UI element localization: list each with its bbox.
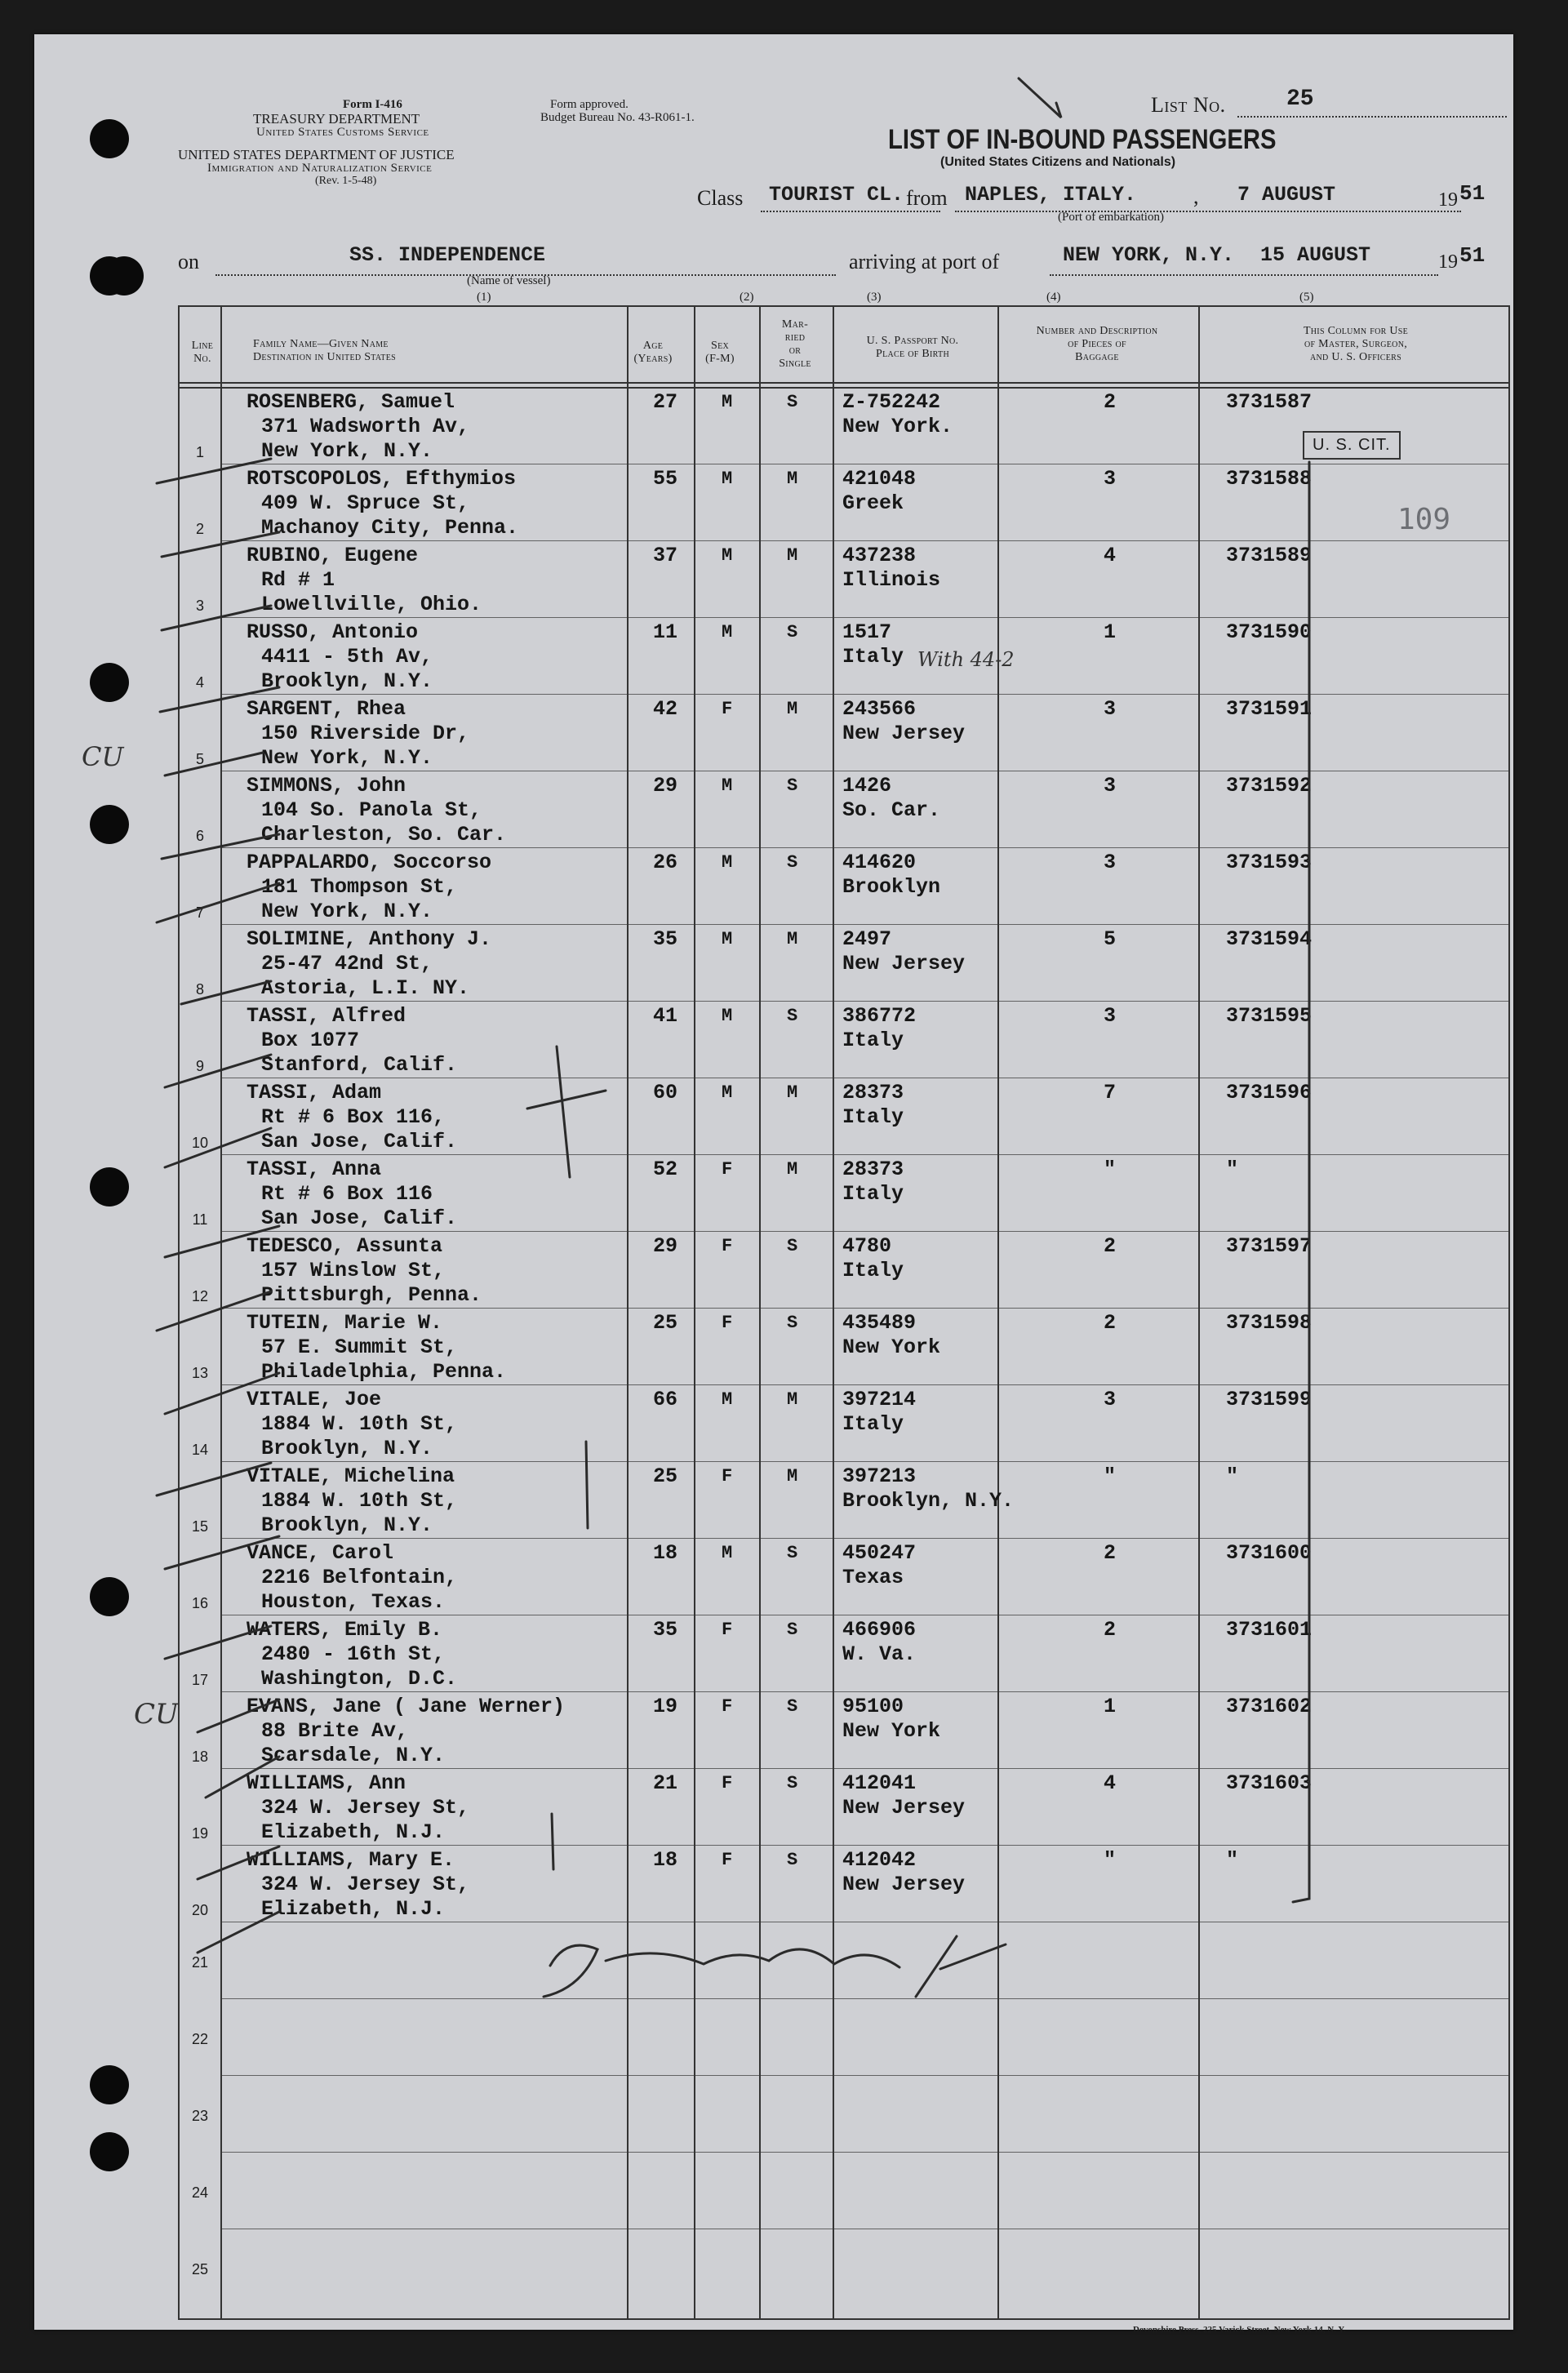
officer-number: 3731594 — [1226, 927, 1313, 951]
address-line-1: 150 Riverside Dr, — [261, 722, 470, 745]
justice-dept: UNITED STATES DEPARTMENT OF JUSTICE — [178, 147, 455, 162]
address-line-2: New York, N.Y. — [261, 439, 433, 463]
line-number: 24 — [191, 2184, 209, 2201]
class-value: TOURIST CL. — [769, 183, 904, 207]
age: 66 — [653, 1388, 678, 1411]
class-label: Class — [697, 186, 744, 210]
punch-hole — [104, 256, 144, 296]
passenger-table — [178, 305, 1510, 2320]
place-of-birth: New Jersey — [842, 1796, 966, 1820]
address-line-1: 324 W. Jersey St, — [261, 1796, 470, 1820]
baggage-count: 7 — [1104, 1081, 1117, 1104]
passport-number: 450247 — [842, 1541, 917, 1565]
col-num-2: (2) — [740, 291, 754, 304]
address-line-1: 88 Brite Av, — [261, 1719, 409, 1743]
sex: M — [722, 1082, 733, 1103]
marital-status: S — [787, 1543, 798, 1563]
passenger-name: TUTEIN, Marie W. — [247, 1311, 443, 1335]
baggage-count: 1 — [1104, 620, 1117, 644]
place-of-birth: Italy — [842, 1259, 904, 1282]
officer-number: 3731599 — [1226, 1388, 1313, 1411]
passport-number: 397214 — [842, 1388, 917, 1411]
sex: M — [722, 1389, 733, 1410]
line-number: 2 — [195, 521, 204, 537]
sex: F — [722, 1313, 733, 1333]
punch-hole — [90, 2065, 129, 2104]
passenger-name: RUSSO, Antonio — [247, 620, 419, 644]
officer-number: 3731601 — [1226, 1618, 1313, 1642]
marital-status: S — [787, 1620, 798, 1640]
page-title: LIST OF IN-BOUND PASSENGERS — [888, 124, 1277, 155]
officer-number: " — [1226, 1158, 1239, 1181]
place-of-birth: W. Va. — [842, 1642, 917, 1666]
passport-number: 437238 — [842, 544, 917, 567]
address-line-1: 25-47 42nd St, — [261, 952, 433, 975]
sex: F — [722, 1773, 733, 1793]
place-of-birth: Italy — [842, 1412, 904, 1436]
address-line-2: Lowellville, Ohio. — [261, 593, 482, 616]
col-header-age: Age (Years) — [633, 340, 673, 365]
marital-status: M — [787, 1389, 798, 1410]
address-line-2: Charleston, So. Car. — [261, 823, 507, 847]
col-header-sex: Sex (F-M) — [705, 340, 735, 365]
age: 25 — [653, 1464, 678, 1488]
line-number: 15 — [191, 1518, 209, 1535]
officer-number: 3731597 — [1226, 1234, 1313, 1258]
col-header-name: Family Name—Given Name Destination in United States — [253, 338, 396, 363]
comma: , — [1193, 184, 1199, 208]
place-of-birth: Brooklyn, N.Y. — [842, 1489, 1015, 1513]
passport-number: 397213 — [842, 1464, 917, 1488]
baggage-count: 2 — [1104, 1541, 1117, 1565]
port-embark-caption: (Port of embarkation) — [1058, 211, 1164, 224]
address-line-1: 157 Winslow St, — [261, 1259, 446, 1282]
officer-number: 3731598 — [1226, 1311, 1313, 1335]
punch-hole — [90, 1577, 129, 1616]
marital-status: S — [787, 852, 798, 873]
passport-number: 412042 — [842, 1848, 917, 1872]
sex: M — [722, 929, 733, 949]
sex: F — [722, 1620, 733, 1640]
sex: F — [722, 1696, 733, 1717]
marital-status: M — [787, 1466, 798, 1486]
address-line-1: Rt # 6 Box 116 — [261, 1182, 433, 1206]
officer-number: 3731595 — [1226, 1004, 1313, 1028]
punch-hole — [90, 1167, 129, 1206]
passenger-name: TASSI, Alfred — [247, 1004, 406, 1028]
arrival-year-prefix: 19 — [1438, 251, 1458, 273]
embark-date: 7 AUGUST — [1237, 183, 1336, 207]
address-line-1: 409 W. Spruce St, — [261, 491, 470, 515]
age: 29 — [653, 774, 678, 798]
officer-number: " — [1226, 1848, 1239, 1872]
passenger-name: RUBINO, Eugene — [247, 544, 419, 567]
baggage-count: 4 — [1104, 1771, 1117, 1795]
place-of-birth: So. Car. — [842, 798, 941, 822]
age: 35 — [653, 1618, 678, 1642]
passenger-name: SARGENT, Rhea — [247, 697, 406, 721]
col-header-officers: This Column for Use of Master, Surgeon, and U. S. Officers — [1303, 325, 1409, 363]
col-num-3: (3) — [867, 291, 882, 304]
passenger-name: WILLIAMS, Ann — [247, 1771, 406, 1795]
baggage-count: 3 — [1104, 1004, 1117, 1028]
sex: M — [722, 775, 733, 796]
vessel-caption: (Name of vessel) — [467, 274, 551, 287]
passenger-name: WATERS, Emily B. — [247, 1618, 443, 1642]
us-citizen-stamp: U. S. CIT. — [1303, 431, 1401, 460]
marital-status: M — [787, 469, 798, 489]
age: 60 — [653, 1081, 678, 1104]
officer-number: 3731602 — [1226, 1695, 1313, 1718]
marital-status: S — [787, 1850, 798, 1870]
address-line-2: Astoria, L.I. NY. — [261, 976, 470, 1000]
place-of-birth: New Jersey — [842, 722, 966, 745]
address-line-2: Elizabeth, N.J. — [261, 1820, 446, 1844]
col-num-1: (1) — [477, 291, 491, 304]
line-number: 25 — [191, 2261, 209, 2277]
passport-number: 2497 — [842, 927, 892, 951]
punch-hole — [90, 119, 129, 158]
officer-number: 3731603 — [1226, 1771, 1313, 1795]
punch-hole — [90, 805, 129, 844]
line-number: 16 — [191, 1595, 209, 1611]
passport-number: 243566 — [842, 697, 917, 721]
table-row — [180, 2152, 1508, 2229]
baggage-count: 3 — [1104, 774, 1117, 798]
passenger-name: VITALE, Joe — [247, 1388, 382, 1411]
baggage-count: 3 — [1104, 467, 1117, 491]
baggage-count: 1 — [1104, 1695, 1117, 1718]
table-row — [180, 2075, 1508, 2152]
passenger-name: VANCE, Carol — [247, 1541, 394, 1565]
passport-number: Z-752242 — [842, 390, 941, 414]
baggage-count: 4 — [1104, 544, 1117, 567]
sex: F — [722, 699, 733, 719]
place-of-birth: New Jersey — [842, 1873, 966, 1896]
sex: F — [722, 1159, 733, 1180]
line-number: 3 — [195, 598, 204, 614]
officer-number: 3731588 — [1226, 467, 1313, 491]
line-number: 20 — [191, 1902, 209, 1918]
age: 26 — [653, 851, 678, 874]
passport-number: 421048 — [842, 467, 917, 491]
address-line-2: New York, N.Y. — [261, 746, 433, 770]
marital-status: S — [787, 1313, 798, 1333]
line-number: 8 — [195, 981, 204, 998]
punch-hole — [90, 2132, 129, 2171]
col-header-line-no: Line No. — [191, 340, 214, 365]
officer-number: 3731593 — [1226, 851, 1313, 874]
marital-status: M — [787, 1082, 798, 1103]
address-line-1: 2480 - 16th St, — [261, 1642, 446, 1666]
port-of-embarkation: NAPLES, ITALY. — [965, 183, 1137, 207]
passport-number: 95100 — [842, 1695, 904, 1718]
place-of-birth: Greek — [842, 491, 904, 515]
place-of-birth: New York. — [842, 415, 953, 438]
baggage-count: " — [1104, 1464, 1117, 1488]
passenger-name: TASSI, Anna — [247, 1158, 382, 1181]
line-number: 23 — [191, 2108, 209, 2124]
line-number: 1 — [195, 444, 204, 460]
address-line-1: 4411 - 5th Av, — [261, 645, 433, 669]
page-number-stamp: 109 — [1397, 503, 1451, 536]
passenger-name: ROSENBERG, Samuel — [247, 390, 455, 414]
address-line-1: Rt # 6 Box 116, — [261, 1105, 446, 1129]
age: 52 — [653, 1158, 678, 1181]
page-subtitle: (United States Citizens and Nationals) — [940, 155, 1176, 169]
address-line-2: Scarsdale, N.Y. — [261, 1744, 446, 1767]
officer-number: 3731596 — [1226, 1081, 1313, 1104]
age: 21 — [653, 1771, 678, 1795]
place-of-birth: Texas — [842, 1566, 904, 1589]
officer-number: 3731587 — [1226, 390, 1313, 414]
passport-number: 4780 — [842, 1234, 892, 1258]
baggage-count: " — [1104, 1158, 1117, 1181]
age: 11 — [653, 620, 678, 644]
address-line-2: Elizabeth, N.J. — [261, 1897, 446, 1921]
passport-number: 435489 — [842, 1311, 917, 1335]
line-number: 5 — [195, 751, 204, 767]
marital-status: M — [787, 1159, 798, 1180]
line-number: 9 — [195, 1058, 204, 1074]
baggage-count: 3 — [1104, 1388, 1117, 1411]
customs-service: United States Customs Service — [256, 126, 429, 139]
line-number: 21 — [191, 1954, 209, 1971]
age: 35 — [653, 927, 678, 951]
address-line-1: 1884 W. 10th St, — [261, 1412, 458, 1436]
address-line-1: 324 W. Jersey St, — [261, 1873, 470, 1896]
passenger-name: PAPPALARDO, Soccorso — [247, 851, 492, 874]
officer-number: 3731591 — [1226, 697, 1313, 721]
officer-number: 3731592 — [1226, 774, 1313, 798]
passport-number: 1517 — [842, 620, 892, 644]
passport-number: 412041 — [842, 1771, 917, 1795]
age: 19 — [653, 1695, 678, 1718]
baggage-count: 2 — [1104, 1234, 1117, 1258]
address-line-1: Box 1077 — [261, 1029, 360, 1052]
baggage-count: 2 — [1104, 1618, 1117, 1642]
margin-note-cu: CU — [82, 741, 124, 772]
sex: F — [722, 1236, 733, 1256]
age: 25 — [653, 1311, 678, 1335]
marital-status: S — [787, 1006, 798, 1026]
on-label: on — [178, 250, 199, 273]
col-header-passport: U. S. Passport No. Place of Birth — [866, 335, 959, 360]
revision: (Rev. 1-5-48) — [315, 175, 377, 187]
marital-status: S — [787, 622, 798, 642]
address-line-2: Houston, Texas. — [261, 1590, 446, 1614]
baggage-count: 3 — [1104, 697, 1117, 721]
line-number: 18 — [191, 1749, 209, 1765]
baggage-count: " — [1104, 1848, 1117, 1872]
sex: F — [722, 1466, 733, 1486]
sex: M — [722, 545, 733, 566]
passport-number: 1426 — [842, 774, 892, 798]
place-of-birth: Brooklyn — [842, 875, 941, 899]
address-line-2: Brooklyn, N.Y. — [261, 1437, 433, 1460]
marital-status: S — [787, 1773, 798, 1793]
sex: M — [722, 622, 733, 642]
vessel-name: SS. INDEPENDENCE — [349, 243, 546, 267]
sex: M — [722, 1543, 733, 1563]
officer-number: " — [1226, 1464, 1239, 1488]
place-of-birth: Italy — [842, 1029, 904, 1052]
margin-note-cu: CU — [134, 1698, 179, 1731]
place-of-birth: New York — [842, 1719, 941, 1743]
passport-number: 466906 — [842, 1618, 917, 1642]
marital-status: S — [787, 392, 798, 412]
sex: F — [722, 1850, 733, 1870]
passenger-name: SOLIMINE, Anthony J. — [247, 927, 492, 951]
list-no-label: List No. — [1151, 93, 1226, 117]
address-line-2: Washington, D.C. — [261, 1667, 458, 1691]
table-row — [180, 2229, 1508, 2307]
marital-status: S — [787, 775, 798, 796]
passenger-name: ROTSCOPOLOS, Efthymios — [247, 467, 517, 491]
ins-service: Immigration and Naturalization Service — [207, 162, 433, 175]
punch-hole — [90, 663, 129, 702]
printer-footer: Devonshire Press, 225 Varick Street, New York 14, N. Y. — [1133, 2325, 1346, 2335]
age: 41 — [653, 1004, 678, 1028]
col-header-married: Mar- ried or Single — [779, 318, 811, 370]
place-of-birth: Italy — [842, 645, 904, 669]
baggage-count: 2 — [1104, 1311, 1117, 1335]
place-of-birth: Illinois — [842, 568, 941, 592]
budget-bureau: Budget Bureau No. 43-R061-1. — [540, 111, 695, 124]
place-of-birth: Italy — [842, 1182, 904, 1206]
handwritten-note: With 44-2 — [917, 648, 1015, 671]
sex: M — [722, 392, 733, 412]
age: 18 — [653, 1541, 678, 1565]
address-line-2: Brooklyn, N.Y. — [261, 1513, 433, 1537]
address-line-1: 1884 W. 10th St, — [261, 1489, 458, 1513]
line-number: 22 — [191, 2031, 209, 2047]
arrival-port: NEW YORK, N.Y. — [1063, 243, 1235, 267]
address-line-2: Pittsburgh, Penna. — [261, 1283, 482, 1307]
line-number: 12 — [191, 1288, 209, 1304]
line-number: 17 — [191, 1672, 209, 1688]
passport-number: 414620 — [842, 851, 917, 874]
marital-status: M — [787, 929, 798, 949]
table-row — [180, 1998, 1508, 2075]
officer-number: 3731600 — [1226, 1541, 1313, 1565]
sex: M — [722, 1006, 733, 1026]
line-number: 19 — [191, 1825, 209, 1842]
manifest-sheet — [34, 34, 1513, 2335]
address-line-2: Philadelphia, Penna. — [261, 1360, 507, 1384]
embark-year: 51 — [1459, 181, 1486, 206]
form-id: Form I-416 — [343, 98, 402, 111]
line-number: 13 — [191, 1365, 209, 1381]
address-line-2: San Jose, Calif. — [261, 1206, 458, 1230]
passenger-name: VITALE, Michelina — [247, 1464, 455, 1488]
passenger-name: TASSI, Adam — [247, 1081, 382, 1104]
address-line-2: Brooklyn, N.Y. — [261, 669, 433, 693]
from-label: from — [906, 186, 948, 210]
form-approved: Form approved. — [550, 98, 629, 111]
address-line-1: Rd # 1 — [261, 568, 335, 592]
line-number: 7 — [195, 904, 204, 921]
age: 37 — [653, 544, 678, 567]
passenger-name: WILLIAMS, Mary E. — [247, 1848, 455, 1872]
passport-number: 28373 — [842, 1158, 904, 1181]
col-num-4: (4) — [1046, 291, 1061, 304]
arrival-year: 51 — [1459, 243, 1486, 268]
passenger-name: SIMMONS, John — [247, 774, 406, 798]
passenger-name: EVANS, Jane ( Jane Werner) — [247, 1695, 566, 1718]
embark-year-prefix: 19 — [1438, 189, 1458, 211]
line-number: 14 — [191, 1442, 209, 1458]
age: 18 — [653, 1848, 678, 1872]
arriving-label: arriving at port of — [849, 250, 1000, 273]
officer-number: 3731590 — [1226, 620, 1313, 644]
place-of-birth: New York — [842, 1335, 941, 1359]
place-of-birth: New Jersey — [842, 952, 966, 975]
baggage-count: 2 — [1104, 390, 1117, 414]
address-line-1: 181 Thompson St, — [261, 875, 458, 899]
line-number: 4 — [195, 674, 204, 691]
line-number: 6 — [195, 828, 204, 844]
passenger-name: TEDESCO, Assunta — [247, 1234, 443, 1258]
line-number: 11 — [192, 1211, 208, 1228]
baggage-count: 3 — [1104, 851, 1117, 874]
address-line-1: 57 E. Summit St, — [261, 1335, 458, 1359]
table-row — [180, 1922, 1508, 1998]
marital-status: M — [787, 699, 798, 719]
marital-status: M — [787, 545, 798, 566]
col-num-5: (5) — [1299, 291, 1314, 304]
place-of-birth: Italy — [842, 1105, 904, 1129]
marital-status: S — [787, 1696, 798, 1717]
sex: M — [722, 469, 733, 489]
marital-status: S — [787, 1236, 798, 1256]
address-line-1: 104 So. Panola St, — [261, 798, 482, 822]
col-header-baggage: Number and Description of Pieces of Baggage — [1036, 325, 1158, 363]
passport-number: 386772 — [842, 1004, 917, 1028]
passport-number: 28373 — [842, 1081, 904, 1104]
treasury-dept: TREASURY DEPARTMENT — [253, 111, 420, 127]
age: 29 — [653, 1234, 678, 1258]
address-line-2: Stanford, Calif. — [261, 1053, 458, 1077]
address-line-1: 371 Wadsworth Av, — [261, 415, 470, 438]
address-line-2: New York, N.Y. — [261, 900, 433, 923]
arrival-date: 15 AUGUST — [1260, 243, 1371, 267]
baggage-count: 5 — [1104, 927, 1117, 951]
address-line-2: Machanoy City, Penna. — [261, 516, 519, 540]
sex: M — [722, 852, 733, 873]
address-line-2: San Jose, Calif. — [261, 1130, 458, 1153]
line-number: 10 — [191, 1135, 209, 1151]
list-no-value: 25 — [1286, 87, 1314, 112]
address-line-1: 2216 Belfontain, — [261, 1566, 458, 1589]
age: 27 — [653, 390, 678, 414]
officer-number: 3731589 — [1226, 544, 1313, 567]
age: 55 — [653, 467, 678, 491]
age: 42 — [653, 697, 678, 721]
